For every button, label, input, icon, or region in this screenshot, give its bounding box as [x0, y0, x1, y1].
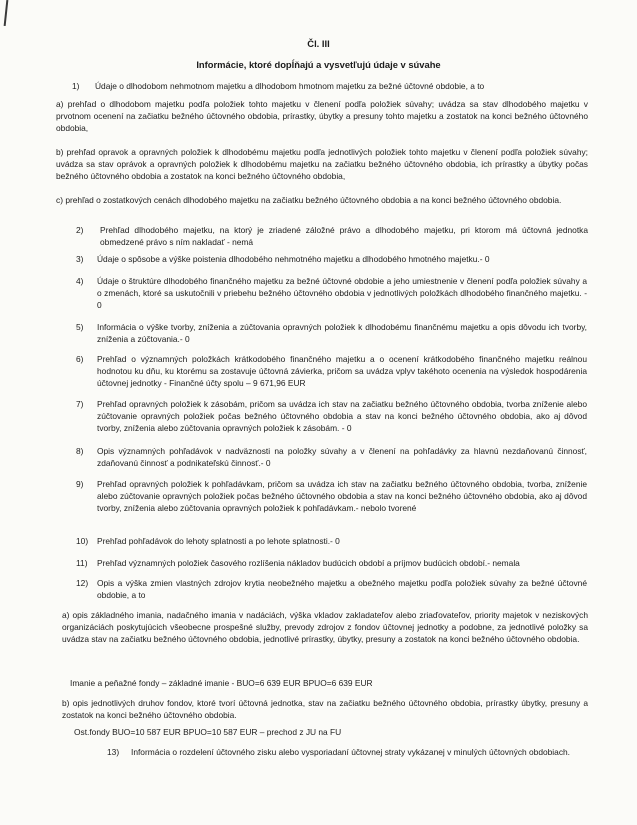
item-text: Opis významných pohľadávok v nadväznosti na položky súvahy a v členení na pohľadávky za hlavnú nezdaňovanú činnosť, zdaňovanú činnosť a podnikateľskú činnosť.- 0: [97, 446, 587, 468]
sub-item-1c: [56, 194, 588, 206]
sub-label: b): [62, 698, 70, 708]
sub-item-12a: [62, 609, 588, 645]
sub-label: a): [56, 99, 64, 109]
item-number: 13): [107, 747, 120, 757]
item-text: Opis a výška zmien vlastných zdrojov krytia neobežného majetku a obežného majetku podľa položiek súvahy za bežné účtovné obdobie, a to: [97, 578, 587, 600]
item-number: 4): [76, 276, 84, 286]
item-number: 11): [76, 558, 88, 568]
item-text: Údaje o dlhodobom nehmotnom majetku a dlhodobom hmotnom majetku za bežné účtovné obdobie, a to: [95, 81, 485, 91]
item-number: 6): [76, 354, 84, 364]
item-number: 7): [76, 399, 84, 409]
item-text: Údaje o štruktúre dlhodobého finančného majetku za bežné účtovné obdobie a jeho umiestnenie v členení podľa položiek súvahy a o zmenách, ktoré sa uskutočnili v priebehu bežného účtovného obdobia v jednotlivých položkách dlhodobého finančného majetku. - 0: [97, 276, 587, 310]
sub-label: b): [56, 147, 64, 157]
item-number: 2): [76, 225, 84, 235]
sub-text: prehľad o zostatkových cenách dlhodobého majetku na začiatku bežného účtovného obdobia a na konci bežného účtovného obdobia.: [65, 195, 562, 205]
item-number: 3): [76, 254, 84, 264]
item-number: 8): [76, 446, 84, 456]
item-text: Prehľad opravných položiek k zásobám, pričom sa uvádza ich stav na začiatku bežného účtovného obdobia, tvorba zníženie alebo zúčtovanie opravných položiek počas bežného účtovného obdobia a stav na konci bežného účtovného obdobia, ako aj dôvod tvorby, zníženia alebo zúčtovania opravných položiek k zásobám. - 0: [97, 399, 587, 433]
sub-item-1b: [56, 146, 588, 182]
item-text: Prehľad opravných položiek k pohľadávkam, pričom sa uvádza ich stav na začiatku bežného účtovného obdobia, tvorba, zníženie alebo zúčtovanie opravných položiek počas bežného účtovného obdobia a stav na konci bežného účtovného obdobia, ako aj dôvod tvorby, zníženia alebo zúčtovania opravných položiek k pohľadávkam.- nebolo tvorené: [97, 479, 587, 513]
equity-line: Imanie a peňažné fondy – základné imanie - BUO=6 639 EUR BPUO=6 639 EUR: [70, 678, 373, 688]
fund-line: Ost.fondy BUO=10 587 EUR BPUO=10 587 EUR – prechod z JU na FU: [74, 727, 342, 737]
sub-text: prehľad opravok a opravných položiek k dlhodobému majetku podľa jednotlivých položiek tohto majetku v členení podľa položiek súvahy; uvádza sa stav oprávok a opravných položiek k dlhodobému majetku na začiatku bežného účtovného obdobia, ich prírastky a úbytky počas bežného účtovného obdobia a zostatok na konci bežného účtovného obdobia,: [56, 147, 588, 181]
sub-item-12b: [62, 697, 588, 721]
section-title: Informácie, ktoré dopĺňajú a vysvetľujú údaje v súvahe: [196, 59, 441, 70]
sub-item-1a: [56, 98, 588, 134]
item-text: Prehľad pohľadávok do lehoty splatnosti a po lehote splatnosti.- 0: [97, 536, 340, 546]
article-number: Čl. III: [307, 38, 330, 49]
sub-text: opis základného imania, nadačného imania v nadáciách, výška vkladov zakladateľov alebo zriaďovateľov, priority majetok v neziskových organizáciách poskytujúcich všeobecne prospešné služby, prevody zdrojov z fondov účtovnej jednotky a podobne, za jednotlivé položky sa uvádza stav na začiatku bežného účtovného obdobia, jednotlivé prírastky, úbytky, presuny a zostatok na konci bežného účtovného obdobia.: [62, 610, 588, 644]
item-text: Prehľad o významných položkách krátkodobého finančného majetku a o ocenení krátkodobého finančného majetku reálnou hodnotou ku dňu, ku ktorému sa zostavuje účtovná závierka, pričom sa uvádza vplyv takéhoto ocenenia na výsledok hospodárenia účtovnej jednotky - Finančné účty spolu – 9 671,96 EUR: [97, 354, 587, 388]
item-text: Informácia o výške tvorby, zníženia a zúčtovania opravných položiek k dlhodobému finančnému majetku a opis dôvodu ich tvorby, zníženia a zúčtovania.- 0: [97, 322, 587, 344]
sub-label: c): [56, 195, 63, 205]
item-number: 1): [72, 81, 80, 91]
item-number: 12): [76, 578, 89, 588]
item-number: 5): [76, 322, 84, 332]
item-text: Informácia o rozdelení účtovného zisku alebo vysporiadaní účtovnej straty vykázanej v minulých účtovných obdobiach.: [131, 747, 570, 757]
sub-text: prehľad o dlhodobom majetku podľa položiek tohto majetku v členení podľa položiek súvahy; uvádza sa stav dlhodobého majetku v prvotnom ocenení na začiatku bežného účtovného obdobia, prírastky, úbytky a presuny tohto majetku a zostatok na konci bežného účtovného obdobia,: [56, 99, 588, 133]
pen-mark: [4, 0, 9, 26]
item-number: 9): [76, 479, 84, 489]
sub-label: a): [62, 610, 70, 620]
item-text: Prehľad významných položiek časového rozlíšenia nákladov budúcich období a príjmov budúcich období.- nemala: [97, 558, 520, 568]
item-text: Prehľad dlhodobého majetku, na ktorý je zriadené záložné právo a dlhodobého majetku, pri ktorom má účtovná jednotka obmedzené právo s ním nakladať - nemá: [100, 225, 588, 247]
item-text: Údaje o spôsobe a výške poistenia dlhodobého nehmotného majetku a dlhodobého hmotného majetku.- 0: [97, 254, 490, 264]
item-number: 10): [76, 536, 89, 546]
sub-text: opis jednotlivých druhov fondov, ktoré tvorí účtovná jednotka, stav na začiatku bežného účtovného obdobia, prírastky úbytky, presuny a zostatok na konci bežného účtovného obdobia.: [62, 698, 589, 720]
